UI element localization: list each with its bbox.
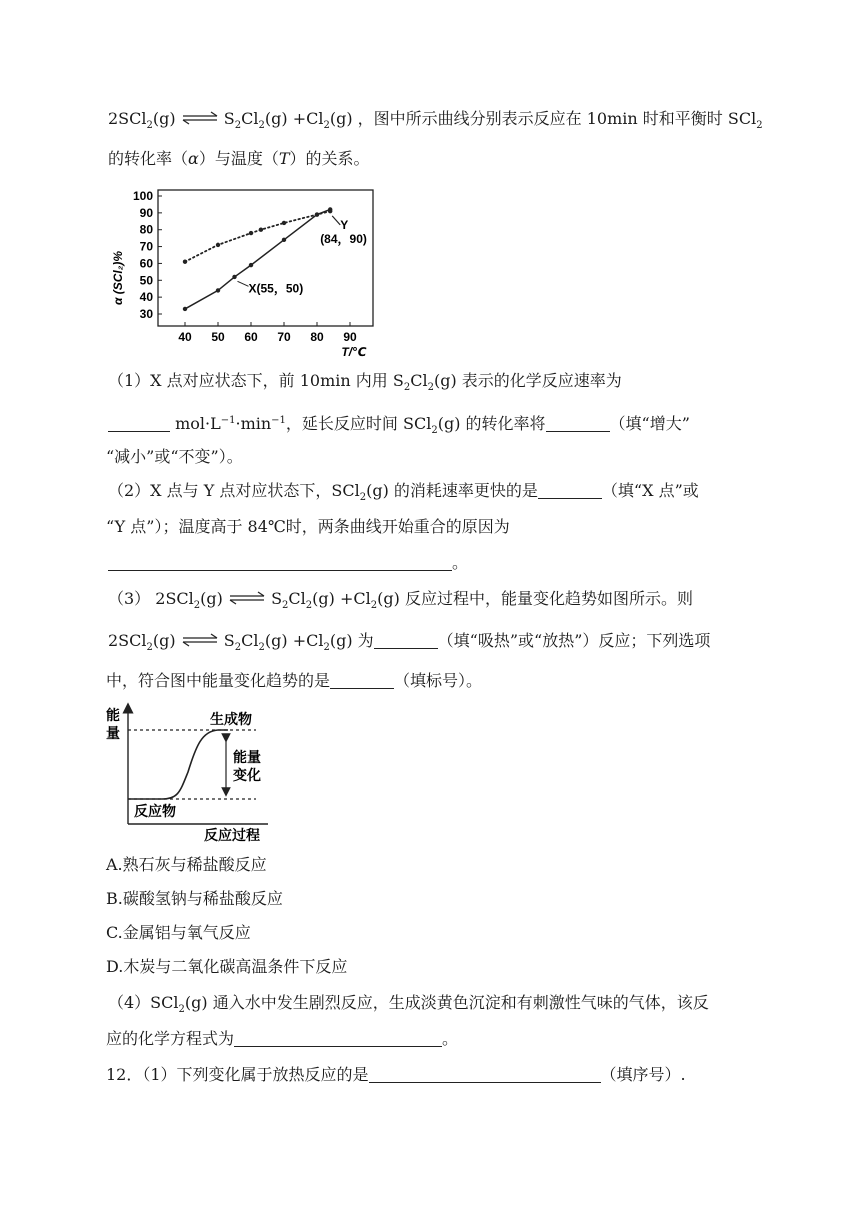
- y-tick-label: 60: [139, 256, 153, 271]
- intro-text: ，图中所示曲线分别表示反应在 10min 时和平衡时 SCl: [357, 109, 757, 128]
- q1-blank-rate[interactable]: [108, 415, 170, 432]
- data-point: [282, 221, 286, 225]
- q2-blank-point[interactable]: [538, 482, 602, 499]
- q2-line-3: 。: [108, 552, 468, 574]
- q4-blank-equation[interactable]: [234, 1030, 442, 1047]
- q3-blank-type[interactable]: [374, 632, 438, 649]
- data-point: [249, 231, 253, 235]
- intro-line-1: 2SCl$_2$(g) $S_2Cl_2(g) +Cl_2(g)$ ，图中所示曲线分别表示反应在 10min 时和平衡时 SCl$_2$: [108, 109, 763, 131]
- q3-blank-option[interactable]: [330, 672, 394, 689]
- y-tick-label: 50: [139, 273, 153, 288]
- q12-line: 12．（1）下列变化属于放热反应的是 （填序号）.: [106, 1065, 686, 1084]
- q1-line-3: “减小”或“不变”）。: [106, 447, 243, 466]
- products-label: 生成物: [210, 711, 252, 727]
- q3-line-2: 2SCl$_2$(g) $S_2Cl_2(g) +Cl_2(g)$ 为 （填“吸热”或“放热”）反应；下列选项: [108, 631, 711, 653]
- x-axis-label: T/℃: [341, 345, 367, 359]
- data-point: [232, 275, 236, 279]
- q1-line-1: （1）X 点对应状态下，前 10min 内用 $S_2Cl_2(g)$ 表示的化学反应速率为: [108, 371, 622, 393]
- q2-blank-reason[interactable]: [108, 554, 452, 571]
- y-tick-label: 30: [139, 307, 153, 321]
- q2-line-2: “Y 点”）；温度高于 84℃时，两条曲线开始重合的原因为: [106, 517, 510, 536]
- reactants-label: 反应物: [134, 803, 176, 819]
- equilibrium-arrow-icon: [181, 633, 219, 647]
- x-tick-label: 40: [178, 330, 192, 344]
- option-b[interactable]: B.碳酸氢钠与稀盐酸反应: [106, 889, 283, 908]
- energy-y-label-1: 能: [106, 707, 120, 723]
- y-point-label: Y: [340, 217, 349, 232]
- x-tick-label: 50: [211, 330, 225, 344]
- q12-blank[interactable]: [369, 1066, 601, 1083]
- data-point: [282, 238, 286, 242]
- equation: 2SCl$_2$(g) $S_2Cl_2(g) +Cl_2(g)$: [108, 109, 353, 131]
- q4-line-1: （4）SCl$_2$(g) 通入水中发生剧烈反应，生成淡黄色沉淀和有刺激性气味的气体，该反: [108, 993, 709, 1015]
- y-leader: [332, 216, 340, 225]
- series-line-dotted: [185, 211, 330, 262]
- y-tick-label: 100: [132, 189, 153, 203]
- data-point: [259, 228, 263, 232]
- energy-x-label: 反应过程: [204, 827, 260, 843]
- energy-change-label-1: 能量: [233, 749, 261, 765]
- q3-line-1: （3） 2SCl$_2$(g) $S_2Cl_2(g) +Cl_2(g)$ 反应过程中，能量变化趋势如图所示。则: [108, 589, 693, 611]
- y-tick-label: 70: [139, 239, 153, 254]
- data-point: [216, 288, 220, 292]
- energy-diagram: [106, 702, 276, 844]
- y-tick-label: 80: [139, 222, 153, 237]
- option-c[interactable]: C.金属铝与氧气反应: [106, 923, 251, 942]
- y-tick-label: 40: [139, 290, 153, 305]
- data-point: [183, 260, 187, 264]
- x-tick-label: 80: [310, 330, 324, 344]
- conversion-chart: [108, 182, 383, 360]
- option-a[interactable]: A.熟石灰与稀盐酸反应: [106, 855, 267, 874]
- q2-line-1: （2）X 点与 Y 点对应状态下，SCl$_2$(g) 的消耗速率更快的是 （填“X 点”或: [108, 481, 699, 503]
- data-point: [216, 243, 220, 247]
- x-leader: [238, 281, 249, 286]
- equilibrium-arrow-icon: [228, 591, 266, 605]
- q1-line-2: $mol\cdot L^{-1}\cdot\min^{-1}$，延长反应时间 SCl$_2$(g) 的转化率将 （填“增大”: [108, 410, 690, 442]
- data-point: [183, 307, 187, 311]
- equilibrium-arrow-icon: [181, 111, 219, 125]
- q1-blank-trend[interactable]: [546, 415, 610, 432]
- x-tick-label: 90: [343, 330, 357, 344]
- energy-change-label-2: 变化: [233, 767, 261, 783]
- x-tick-label: 60: [244, 330, 258, 344]
- q3-line-3: 中，符合图中能量变化趋势的是 （填标号）。: [106, 671, 483, 690]
- y-tick-label: 90: [139, 205, 153, 220]
- data-point: [315, 212, 319, 216]
- y-axis-label: α (SCl₂)%: [111, 250, 125, 306]
- intro-line-2: 的转化率（α）与温度（T）的关系。: [108, 149, 370, 168]
- y-point-coords: (84，90): [320, 231, 367, 246]
- x-tick-label: 70: [277, 330, 291, 344]
- x-point-label: X(55，50): [248, 281, 304, 296]
- data-point: [328, 209, 332, 213]
- energy-curve: [128, 730, 228, 799]
- option-d[interactable]: D.木炭与二氧化碳高温条件下反应: [106, 957, 348, 976]
- data-point: [249, 263, 253, 267]
- energy-y-label-2: 量: [106, 725, 120, 741]
- q4-line-2: 应的化学方程式为 。: [106, 1029, 459, 1048]
